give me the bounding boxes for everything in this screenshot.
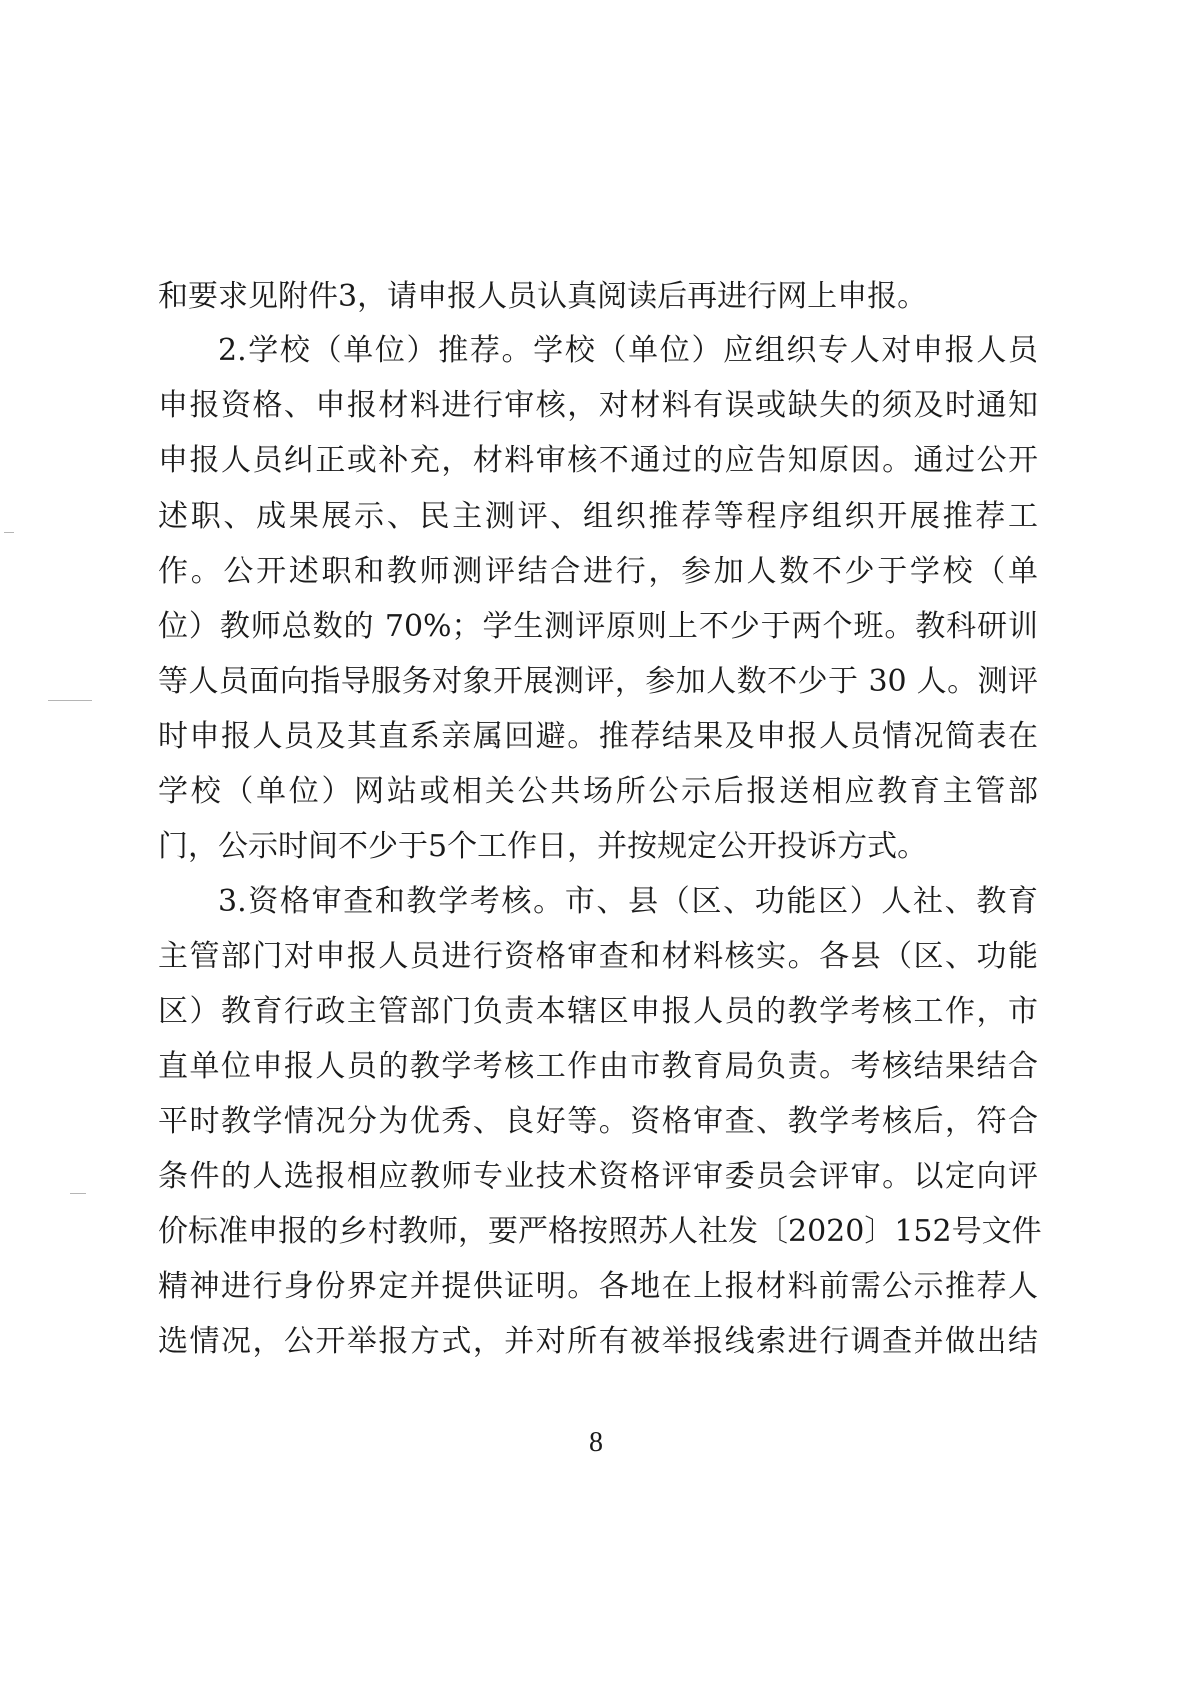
text-line: 等人员面向指导服务对象开展测评，参加人数不少于 30 人。测评 bbox=[158, 664, 1038, 699]
text-line: 精神进行身份界定并提供证明。各地在上报材料前需公示推荐人 bbox=[158, 1269, 1038, 1304]
text-line: 3.资格审查和教学考核。市、县（区、功能区）人社、教育 bbox=[218, 884, 1038, 919]
text-line: 申报人员纠正或补充，材料审核不通过的应告知原因。通过公开 bbox=[158, 443, 1038, 478]
text-line: 门，公示时间不少于5个工作日，并按规定公开投诉方式。 bbox=[158, 829, 928, 864]
text-line: 主管部门对申报人员进行资格审查和材料核实。各县（区、功能 bbox=[158, 939, 1038, 974]
scan-artifact bbox=[70, 1193, 86, 1194]
text-line: 述职、成果展示、民主测评、组织推荐等程序组织开展推荐工 bbox=[158, 499, 1038, 534]
text-line: 区）教育行政主管部门负责本辖区申报人员的教学考核工作，市 bbox=[158, 994, 1038, 1029]
text-line: 和要求见附件3，请申报人员认真阅读后再进行网上申报。 bbox=[158, 279, 928, 314]
text-line: 直单位申报人员的教学考核工作由市教育局负责。考核结果结合 bbox=[158, 1049, 1038, 1084]
scan-artifact bbox=[4, 532, 14, 533]
text-line: 平时教学情况分为优秀、良好等。资格审查、教学考核后，符合 bbox=[158, 1104, 1038, 1139]
scan-artifact bbox=[48, 700, 92, 701]
text-line: 选情况，公开举报方式，并对所有被举报线索进行调查并做出结 bbox=[158, 1324, 1038, 1359]
text-line: 申报资格、申报材料进行审核，对材料有误或缺失的须及时通知 bbox=[158, 388, 1038, 423]
text-line: 2.学校（单位）推荐。学校（单位）应组织专人对申报人员 bbox=[218, 333, 1038, 368]
text-line: 条件的人选报相应教师专业技术资格评审委员会评审。以定向评 bbox=[158, 1159, 1038, 1194]
page-number: 8 bbox=[589, 1427, 603, 1458]
text-line: 位）教师总数的 70%；学生测评原则上不少于两个班。教科研训 bbox=[158, 609, 1038, 644]
text-line: 学校（单位）网站或相关公共场所公示后报送相应教育主管部 bbox=[158, 774, 1038, 809]
text-line: 作。公开述职和教师测评结合进行，参加人数不少于学校（单 bbox=[158, 554, 1038, 589]
text-line: 时申报人员及其直系亲属回避。推荐结果及申报人员情况简表在 bbox=[158, 719, 1038, 754]
text-line: 价标准申报的乡村教师，要严格按照苏人社发〔2020〕152号文件 bbox=[158, 1214, 1042, 1249]
